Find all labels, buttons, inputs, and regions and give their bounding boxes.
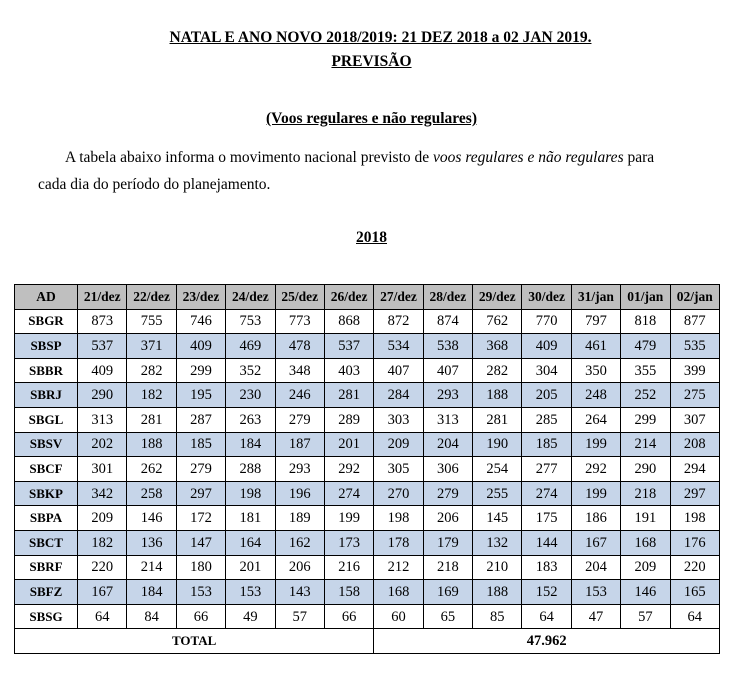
flight-count-cell: 279 xyxy=(176,457,225,482)
flight-count-cell: 64 xyxy=(522,604,571,629)
flight-count-cell: 371 xyxy=(127,334,176,359)
airport-code-cell: SBPA xyxy=(15,506,78,531)
flight-count-cell: 206 xyxy=(275,555,324,580)
flight-count-cell: 198 xyxy=(670,506,720,531)
flight-count-cell: 187 xyxy=(275,432,324,457)
flight-count-cell: 290 xyxy=(621,457,670,482)
flight-count-cell: 305 xyxy=(374,457,423,482)
flight-count-cell: 403 xyxy=(324,358,373,383)
flight-count-cell: 755 xyxy=(127,309,176,334)
flight-count-cell: 132 xyxy=(473,530,522,555)
flight-count-cell: 306 xyxy=(423,457,472,482)
column-header: 02/jan xyxy=(670,285,720,310)
flight-count-cell: 153 xyxy=(176,580,225,605)
flight-count-cell: 534 xyxy=(374,334,423,359)
flight-count-cell: 179 xyxy=(423,530,472,555)
flight-count-cell: 762 xyxy=(473,309,522,334)
flight-count-cell: 773 xyxy=(275,309,324,334)
airport-code-cell: SBCT xyxy=(15,530,78,555)
flight-count-cell: 168 xyxy=(621,530,670,555)
flight-count-cell: 195 xyxy=(176,383,225,408)
flight-count-cell: 342 xyxy=(78,481,127,506)
flight-count-cell: 84 xyxy=(127,604,176,629)
airport-code-cell: SBSG xyxy=(15,604,78,629)
flight-count-cell: 184 xyxy=(127,580,176,605)
column-header: 29/dez xyxy=(473,285,522,310)
flight-count-cell: 746 xyxy=(176,309,225,334)
flight-count-cell: 206 xyxy=(423,506,472,531)
flight-count-cell: 216 xyxy=(324,555,373,580)
flight-count-cell: 85 xyxy=(473,604,522,629)
year-label: 2018 xyxy=(356,229,387,246)
airport-code-cell: SBFZ xyxy=(15,580,78,605)
flight-count-cell: 153 xyxy=(226,580,275,605)
flight-count-cell: 185 xyxy=(176,432,225,457)
flight-count-cell: 255 xyxy=(473,481,522,506)
table-row xyxy=(15,358,720,383)
flight-count-cell: 167 xyxy=(571,530,620,555)
column-header: AD xyxy=(15,285,78,310)
flight-count-cell: 275 xyxy=(670,383,720,408)
column-header: 31/jan xyxy=(571,285,620,310)
airport-code-cell: SBKP xyxy=(15,481,78,506)
flight-count-cell: 285 xyxy=(522,407,571,432)
flight-count-cell: 60 xyxy=(374,604,423,629)
column-header: 24/dez xyxy=(226,285,275,310)
flight-count-cell: 281 xyxy=(127,407,176,432)
flight-count-cell: 145 xyxy=(473,506,522,531)
flight-count-cell: 147 xyxy=(176,530,225,555)
total-row xyxy=(15,629,720,654)
flight-count-cell: 167 xyxy=(78,580,127,605)
flight-count-cell: 469 xyxy=(226,334,275,359)
flight-count-cell: 537 xyxy=(324,334,373,359)
flight-count-cell: 218 xyxy=(621,481,670,506)
flight-count-cell: 277 xyxy=(522,457,571,482)
flight-count-cell: 66 xyxy=(324,604,373,629)
flight-count-cell: 770 xyxy=(522,309,571,334)
flight-count-cell: 479 xyxy=(621,334,670,359)
intro-paragraph-line1 xyxy=(38,144,700,171)
flight-count-cell: 355 xyxy=(621,358,670,383)
airport-code-cell: SBBR xyxy=(15,358,78,383)
flight-count-cell: 368 xyxy=(473,334,522,359)
flight-count-cell: 313 xyxy=(423,407,472,432)
flight-count-cell: 313 xyxy=(78,407,127,432)
table-row xyxy=(15,334,720,359)
flight-count-cell: 797 xyxy=(571,309,620,334)
flight-count-cell: 214 xyxy=(127,555,176,580)
flight-count-cell: 210 xyxy=(473,555,522,580)
flight-count-cell: 208 xyxy=(670,432,720,457)
flight-count-cell: 873 xyxy=(78,309,127,334)
flight-count-cell: 274 xyxy=(522,481,571,506)
flight-count-cell: 407 xyxy=(374,358,423,383)
flight-count-cell: 143 xyxy=(275,580,324,605)
airport-code-cell: SBGR xyxy=(15,309,78,334)
flight-count-cell: 274 xyxy=(324,481,373,506)
flight-count-cell: 254 xyxy=(473,457,522,482)
intro-text-after: para xyxy=(623,149,655,166)
flight-count-cell: 279 xyxy=(423,481,472,506)
document-title: NATAL E ANO NOVO 2018/2019: 21 DEZ 2018 a 02 JAN 2019. xyxy=(169,29,592,46)
flight-count-cell: 263 xyxy=(226,407,275,432)
table-row xyxy=(15,604,720,629)
table-header-row xyxy=(15,285,720,310)
column-header: 22/dez xyxy=(127,285,176,310)
airport-code-cell: SBGL xyxy=(15,407,78,432)
flight-count-cell: 136 xyxy=(127,530,176,555)
column-header: 28/dez xyxy=(423,285,472,310)
flight-count-cell: 307 xyxy=(670,407,720,432)
flight-count-cell: 180 xyxy=(176,555,225,580)
flight-count-cell: 874 xyxy=(423,309,472,334)
flight-count-cell: 230 xyxy=(226,383,275,408)
flight-count-cell: 220 xyxy=(78,555,127,580)
intro-text-emphasis: voos regulares e não regulares xyxy=(433,149,624,166)
column-header: 23/dez xyxy=(176,285,225,310)
table-row xyxy=(15,580,720,605)
flight-count-cell: 182 xyxy=(78,530,127,555)
flight-count-cell: 282 xyxy=(127,358,176,383)
flight-count-cell: 409 xyxy=(78,358,127,383)
flight-count-cell: 289 xyxy=(324,407,373,432)
airport-code-cell: SBRJ xyxy=(15,383,78,408)
flight-count-cell: 293 xyxy=(423,383,472,408)
flight-count-cell: 201 xyxy=(324,432,373,457)
flight-count-cell: 409 xyxy=(176,334,225,359)
table-row xyxy=(15,481,720,506)
flight-count-cell: 201 xyxy=(226,555,275,580)
flight-count-cell: 409 xyxy=(522,334,571,359)
flight-count-cell: 152 xyxy=(522,580,571,605)
flight-count-cell: 262 xyxy=(127,457,176,482)
flight-count-cell: 204 xyxy=(423,432,472,457)
flight-count-cell: 284 xyxy=(374,383,423,408)
flight-count-cell: 57 xyxy=(621,604,670,629)
flight-count-cell: 186 xyxy=(571,506,620,531)
flight-count-cell: 537 xyxy=(78,334,127,359)
flight-count-cell: 461 xyxy=(571,334,620,359)
flight-count-cell: 538 xyxy=(423,334,472,359)
column-header: 30/dez xyxy=(522,285,571,310)
flight-count-cell: 297 xyxy=(176,481,225,506)
airport-code-cell: SBSV xyxy=(15,432,78,457)
section-heading-flights: (Voos regulares e não regulares) xyxy=(266,110,477,127)
table-row xyxy=(15,457,720,482)
flight-count-cell: 153 xyxy=(571,580,620,605)
flight-count-cell: 209 xyxy=(78,506,127,531)
flight-count-cell: 146 xyxy=(127,506,176,531)
flight-count-cell: 297 xyxy=(670,481,720,506)
flight-count-cell: 205 xyxy=(522,383,571,408)
table-row xyxy=(15,530,720,555)
flight-count-cell: 184 xyxy=(226,432,275,457)
airport-code-cell: SBRF xyxy=(15,555,78,580)
flight-count-cell: 182 xyxy=(127,383,176,408)
flight-count-cell: 199 xyxy=(324,506,373,531)
document-subtitle-forecast: PREVISÃO xyxy=(331,53,412,70)
flight-count-cell: 176 xyxy=(670,530,720,555)
flight-count-cell: 288 xyxy=(226,457,275,482)
flight-count-cell: 183 xyxy=(522,555,571,580)
flight-count-cell: 293 xyxy=(275,457,324,482)
flight-count-cell: 185 xyxy=(522,432,571,457)
flight-count-cell: 348 xyxy=(275,358,324,383)
flight-count-cell: 220 xyxy=(670,555,720,580)
table-row xyxy=(15,506,720,531)
flight-count-cell: 299 xyxy=(176,358,225,383)
intro-paragraph-line2: cada dia do período do planejamento. xyxy=(38,176,271,193)
flight-count-cell: 204 xyxy=(571,555,620,580)
flight-count-cell: 188 xyxy=(127,432,176,457)
flight-count-cell: 65 xyxy=(423,604,472,629)
flight-count-cell: 877 xyxy=(670,309,720,334)
flight-count-cell: 196 xyxy=(275,481,324,506)
flight-count-cell: 189 xyxy=(275,506,324,531)
flight-count-cell: 352 xyxy=(226,358,275,383)
flight-count-cell: 169 xyxy=(423,580,472,605)
flight-count-cell: 246 xyxy=(275,383,324,408)
flight-count-cell: 198 xyxy=(374,506,423,531)
flight-count-cell: 165 xyxy=(670,580,720,605)
total-value: 47.962 xyxy=(374,629,720,654)
flight-count-cell: 407 xyxy=(423,358,472,383)
flight-count-cell: 173 xyxy=(324,530,373,555)
flight-count-cell: 49 xyxy=(226,604,275,629)
flight-count-cell: 199 xyxy=(571,481,620,506)
flight-count-cell: 258 xyxy=(127,481,176,506)
table-row xyxy=(15,383,720,408)
flight-count-cell: 281 xyxy=(473,407,522,432)
column-header: 27/dez xyxy=(374,285,423,310)
flight-count-cell: 172 xyxy=(176,506,225,531)
total-label: TOTAL xyxy=(15,629,374,654)
flight-count-cell: 64 xyxy=(78,604,127,629)
flight-count-cell: 279 xyxy=(275,407,324,432)
column-header: 26/dez xyxy=(324,285,373,310)
flight-count-cell: 64 xyxy=(670,604,720,629)
airport-code-cell: SBCF xyxy=(15,457,78,482)
flight-count-cell: 158 xyxy=(324,580,373,605)
table-row xyxy=(15,432,720,457)
flight-count-cell: 214 xyxy=(621,432,670,457)
table-row xyxy=(15,407,720,432)
flight-count-cell: 162 xyxy=(275,530,324,555)
flight-count-cell: 282 xyxy=(473,358,522,383)
flight-count-cell: 178 xyxy=(374,530,423,555)
flight-count-cell: 868 xyxy=(324,309,373,334)
flight-count-cell: 292 xyxy=(571,457,620,482)
flights-table xyxy=(14,284,720,654)
flight-count-cell: 290 xyxy=(78,383,127,408)
flight-count-cell: 270 xyxy=(374,481,423,506)
flight-count-cell: 304 xyxy=(522,358,571,383)
flight-count-cell: 535 xyxy=(670,334,720,359)
flight-count-cell: 181 xyxy=(226,506,275,531)
flight-count-cell: 303 xyxy=(374,407,423,432)
flight-count-cell: 198 xyxy=(226,481,275,506)
flight-count-cell: 47 xyxy=(571,604,620,629)
flight-count-cell: 209 xyxy=(374,432,423,457)
intro-text-before: A tabela abaixo informa o movimento nacional previsto de xyxy=(65,149,434,166)
flight-count-cell: 66 xyxy=(176,604,225,629)
table-row xyxy=(15,309,720,334)
flight-count-cell: 218 xyxy=(423,555,472,580)
flight-count-cell: 248 xyxy=(571,383,620,408)
column-header: 01/jan xyxy=(621,285,670,310)
flight-count-cell: 301 xyxy=(78,457,127,482)
column-header: 25/dez xyxy=(275,285,324,310)
flight-count-cell: 144 xyxy=(522,530,571,555)
flight-count-cell: 478 xyxy=(275,334,324,359)
flight-count-cell: 188 xyxy=(473,580,522,605)
flight-count-cell: 872 xyxy=(374,309,423,334)
table-body xyxy=(15,309,720,653)
flight-count-cell: 164 xyxy=(226,530,275,555)
flight-count-cell: 252 xyxy=(621,383,670,408)
flight-count-cell: 146 xyxy=(621,580,670,605)
column-header: 21/dez xyxy=(78,285,127,310)
flight-count-cell: 299 xyxy=(621,407,670,432)
flight-count-cell: 191 xyxy=(621,506,670,531)
flight-count-cell: 281 xyxy=(324,383,373,408)
airport-code-cell: SBSP xyxy=(15,334,78,359)
flight-count-cell: 287 xyxy=(176,407,225,432)
flight-count-cell: 294 xyxy=(670,457,720,482)
flight-count-cell: 399 xyxy=(670,358,720,383)
flight-count-cell: 212 xyxy=(374,555,423,580)
flight-count-cell: 818 xyxy=(621,309,670,334)
flight-count-cell: 292 xyxy=(324,457,373,482)
flight-count-cell: 168 xyxy=(374,580,423,605)
flight-count-cell: 202 xyxy=(78,432,127,457)
flight-count-cell: 264 xyxy=(571,407,620,432)
flight-count-cell: 190 xyxy=(473,432,522,457)
flight-count-cell: 753 xyxy=(226,309,275,334)
flight-count-cell: 350 xyxy=(571,358,620,383)
flight-count-cell: 57 xyxy=(275,604,324,629)
flight-count-cell: 175 xyxy=(522,506,571,531)
flight-count-cell: 188 xyxy=(473,383,522,408)
table-row xyxy=(15,555,720,580)
flight-count-cell: 209 xyxy=(621,555,670,580)
flight-count-cell: 199 xyxy=(571,432,620,457)
